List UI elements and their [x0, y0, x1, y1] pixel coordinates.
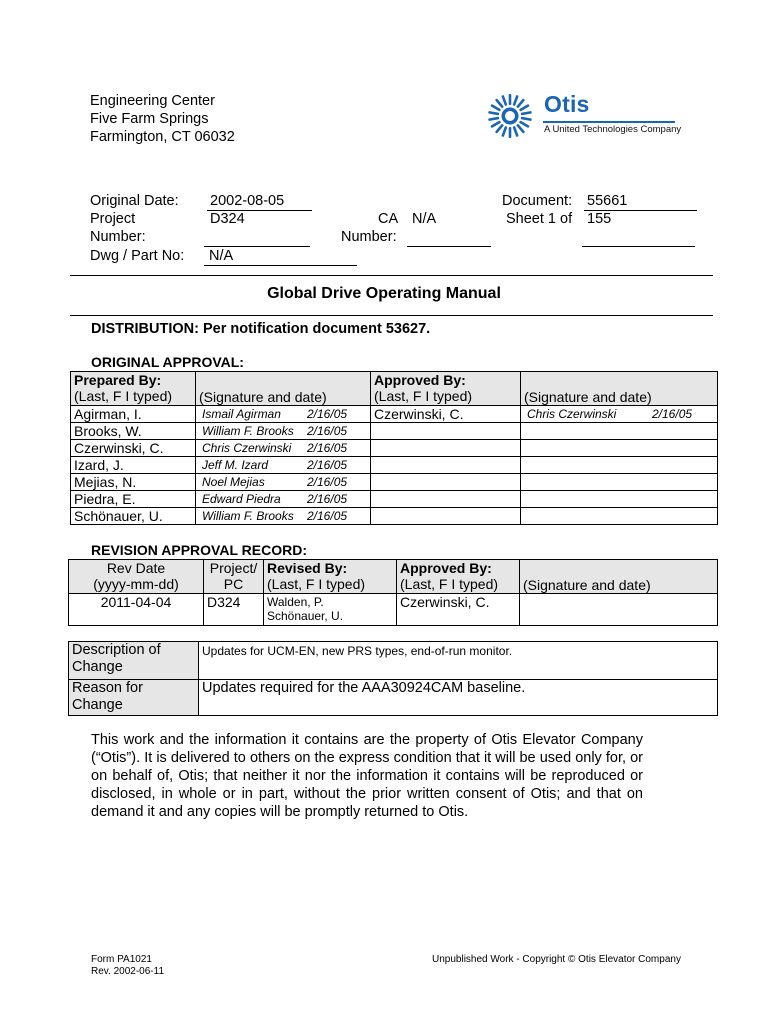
- header-rule-top: [70, 275, 713, 276]
- approver-signature-cell: [521, 491, 718, 508]
- preparer-name-cell: Agirman, I.: [71, 406, 196, 423]
- preparer-signature-cell: [196, 406, 371, 423]
- signature-text: William F. Brooks: [202, 424, 294, 438]
- revised-by-h1: Revised By:: [267, 560, 348, 576]
- reason-row: [69, 680, 718, 716]
- project-label: Project: [90, 211, 136, 227]
- rev-approved-by-h2: (Last, F I typed): [400, 576, 499, 592]
- original-approval-heading: ORIGINAL APPROVAL:: [91, 354, 244, 370]
- signature-header: (Signature and date): [196, 372, 371, 406]
- rev-signature-cell: [520, 594, 718, 626]
- description-value: Updates for UCM-EN, new PRS types, end-of-run monitor.: [199, 642, 718, 680]
- rev-date-h1: Rev Date: [106, 560, 166, 576]
- revised-by-h2: (Last, F I typed): [267, 576, 366, 592]
- approver-signature-cell: [521, 457, 718, 474]
- footer-form-rev: Rev. 2002-06-11: [91, 966, 165, 977]
- rev-date-cell: 2011-04-04: [69, 594, 204, 626]
- original-approval-header-row: [71, 372, 718, 406]
- approval-row: [71, 423, 718, 440]
- rev-approved-by-cell: Czerwinski, C.: [397, 594, 520, 626]
- approver-signature-cell: [521, 406, 718, 423]
- revised-by-name-1: Walden, P.: [267, 595, 324, 609]
- approver-name-cell: [371, 440, 521, 457]
- project-number-line: [204, 229, 310, 247]
- address-line-1: Engineering Center: [90, 93, 215, 109]
- sheet-total-line: [582, 229, 695, 247]
- revision-heading: REVISION APPROVAL RECORD:: [91, 542, 307, 558]
- rev-approved-by-h1: Approved By:: [400, 560, 492, 576]
- original-approval-table: [70, 371, 718, 525]
- description-label-1: Description of: [72, 642, 161, 658]
- signature-date: 2/16/05: [307, 492, 348, 506]
- approver-name-cell: [371, 474, 521, 491]
- approval-row: [71, 474, 718, 491]
- signature-text: Jeff M. Izard: [202, 458, 269, 472]
- approved-by-header: [371, 372, 521, 406]
- footer-form-number: Form PA1021: [91, 954, 152, 965]
- approved-by-title: Approved By:: [374, 372, 466, 388]
- distribution-line: DISTRIBUTION: Per notification document 53627.: [91, 321, 431, 337]
- signature-text: Chris Czerwinski: [527, 407, 617, 421]
- ca-label-number: Number:: [341, 229, 397, 245]
- rev-signature-header: (Signature and date): [520, 560, 718, 594]
- preparer-name-cell: Schönauer, U.: [71, 508, 196, 525]
- approver-name-cell: [371, 457, 521, 474]
- header-rule-bottom: [70, 315, 713, 316]
- preparer-signature-cell: [196, 474, 371, 491]
- logo-tagline: A United Technologies Company: [544, 124, 682, 135]
- approver-name-cell: Czerwinski, C.: [371, 406, 521, 423]
- preparer-name-cell: Mejias, N.: [71, 474, 196, 491]
- approver-signature-cell: [521, 440, 718, 457]
- project-h1: Project/: [209, 560, 258, 576]
- signature-date: 2/16/05: [307, 441, 348, 455]
- footer-copyright: Unpublished Work - Copyright © Otis Elevator Company: [432, 954, 681, 965]
- project-number-value: D324: [210, 211, 245, 227]
- rev-date-h2: (yyyy-mm-dd): [93, 576, 179, 592]
- address-line-2: Five Farm Springs: [90, 111, 209, 127]
- footer-form: [91, 954, 164, 978]
- preparer-name-cell: Brooks, W.: [71, 423, 196, 440]
- prepared-by-sub: (Last, F I typed): [74, 388, 173, 404]
- signature-date: 2/16/05: [652, 407, 693, 421]
- signature-date: 2/16/05: [307, 458, 348, 472]
- sunburst-icon: [486, 93, 536, 139]
- reason-label-1: Reason for: [72, 680, 143, 696]
- preparer-name-cell: Piedra, E.: [71, 491, 196, 508]
- approval-row: [71, 508, 718, 525]
- change-table: [68, 641, 718, 716]
- prepared-by-header: [71, 372, 196, 406]
- signature-text: Ismail Agirman: [202, 407, 281, 421]
- ca-number-value: N/A: [412, 211, 437, 227]
- document-label: Document:: [502, 193, 573, 209]
- rev-revised-by-cell: [264, 594, 397, 626]
- logo-wordmark: Otis: [544, 91, 590, 117]
- proprietary-notice: This work and the information it contains are the property of Otis Elevator Company (“Otis”). It is delivered to others on the express condition that it will be used only for, or on behalf of, Otis; that neither it nor the information it contains will be reproduced or disclosed, in whole or in part, without the prior written consent of Otis; and that on demand it and any copies will be promptly returned to Otis.: [91, 732, 643, 820]
- signature-text: William F. Brooks: [202, 509, 294, 523]
- rev-approved-by-header: [397, 560, 520, 594]
- rev-date-header: [69, 560, 204, 594]
- approval-row: [71, 491, 718, 508]
- prepared-by-title: Prepared By:: [74, 372, 162, 388]
- approval-row: [71, 406, 718, 423]
- revised-by-header: [264, 560, 397, 594]
- revised-by-name-2: Schönauer, U.: [267, 609, 344, 623]
- description-row: [69, 642, 718, 680]
- signature-date: 2/16/05: [307, 475, 348, 489]
- signature-text: Edward Piedra: [202, 492, 281, 506]
- revision-table: [68, 559, 718, 626]
- document-title: Global Drive Operating Manual: [267, 285, 501, 302]
- original-date-label: Original Date:: [90, 193, 179, 209]
- preparer-signature-cell: [196, 491, 371, 508]
- approval-row: [71, 457, 718, 474]
- preparer-signature-cell: [196, 508, 371, 525]
- preparer-name-cell: Izard, J.: [71, 457, 196, 474]
- approver-name-cell: [371, 423, 521, 440]
- approved-signature-header: (Signature and date): [521, 372, 718, 406]
- approver-signature-cell: [521, 508, 718, 525]
- revision-row: [69, 594, 718, 626]
- company-address: [90, 92, 235, 146]
- approved-by-sub: (Last, F I typed): [374, 388, 473, 404]
- preparer-signature-cell: [196, 423, 371, 440]
- approver-name-cell: [371, 508, 521, 525]
- approval-row: [71, 440, 718, 457]
- signature-text: Chris Czerwinski: [202, 441, 292, 455]
- preparer-signature-cell: [196, 457, 371, 474]
- rev-project-cell: D324: [204, 594, 264, 626]
- project-pc-header: [204, 560, 264, 594]
- dwg-value: N/A: [204, 248, 357, 266]
- original-date-value: 2002-08-05: [207, 193, 312, 211]
- logo-underline: [543, 121, 675, 123]
- description-label-2: Change: [72, 659, 123, 675]
- reason-label: [69, 680, 199, 716]
- sheet-label: Sheet 1 of: [506, 211, 573, 227]
- sheet-total-value: 155: [587, 211, 612, 227]
- description-label: [69, 642, 199, 680]
- dwg-label: Dwg / Part No:: [90, 248, 185, 264]
- document-number-value: 55661: [584, 193, 697, 211]
- preparer-name-cell: Czerwinski, C.: [71, 440, 196, 457]
- ca-label: CA: [378, 211, 399, 227]
- ca-number-line: [407, 229, 491, 247]
- signature-date: 2/16/05: [307, 407, 348, 421]
- preparer-signature-cell: [196, 440, 371, 457]
- revision-header-row: [69, 560, 718, 594]
- reason-label-2: Change: [72, 697, 123, 713]
- reason-value: Updates required for the AAA30924CAM baseline.: [199, 680, 718, 716]
- signature-date: 2/16/05: [307, 424, 348, 438]
- project-label-number: Number:: [90, 229, 146, 245]
- approver-signature-cell: [521, 474, 718, 491]
- approver-signature-cell: [521, 423, 718, 440]
- signature-text: Noel Mejias: [202, 475, 265, 489]
- address-line-3: Farmington, CT 06032: [90, 129, 235, 145]
- otis-logo: [486, 91, 696, 141]
- project-h2: PC: [223, 576, 244, 592]
- approver-name-cell: [371, 491, 521, 508]
- signature-date: 2/16/05: [307, 509, 348, 523]
